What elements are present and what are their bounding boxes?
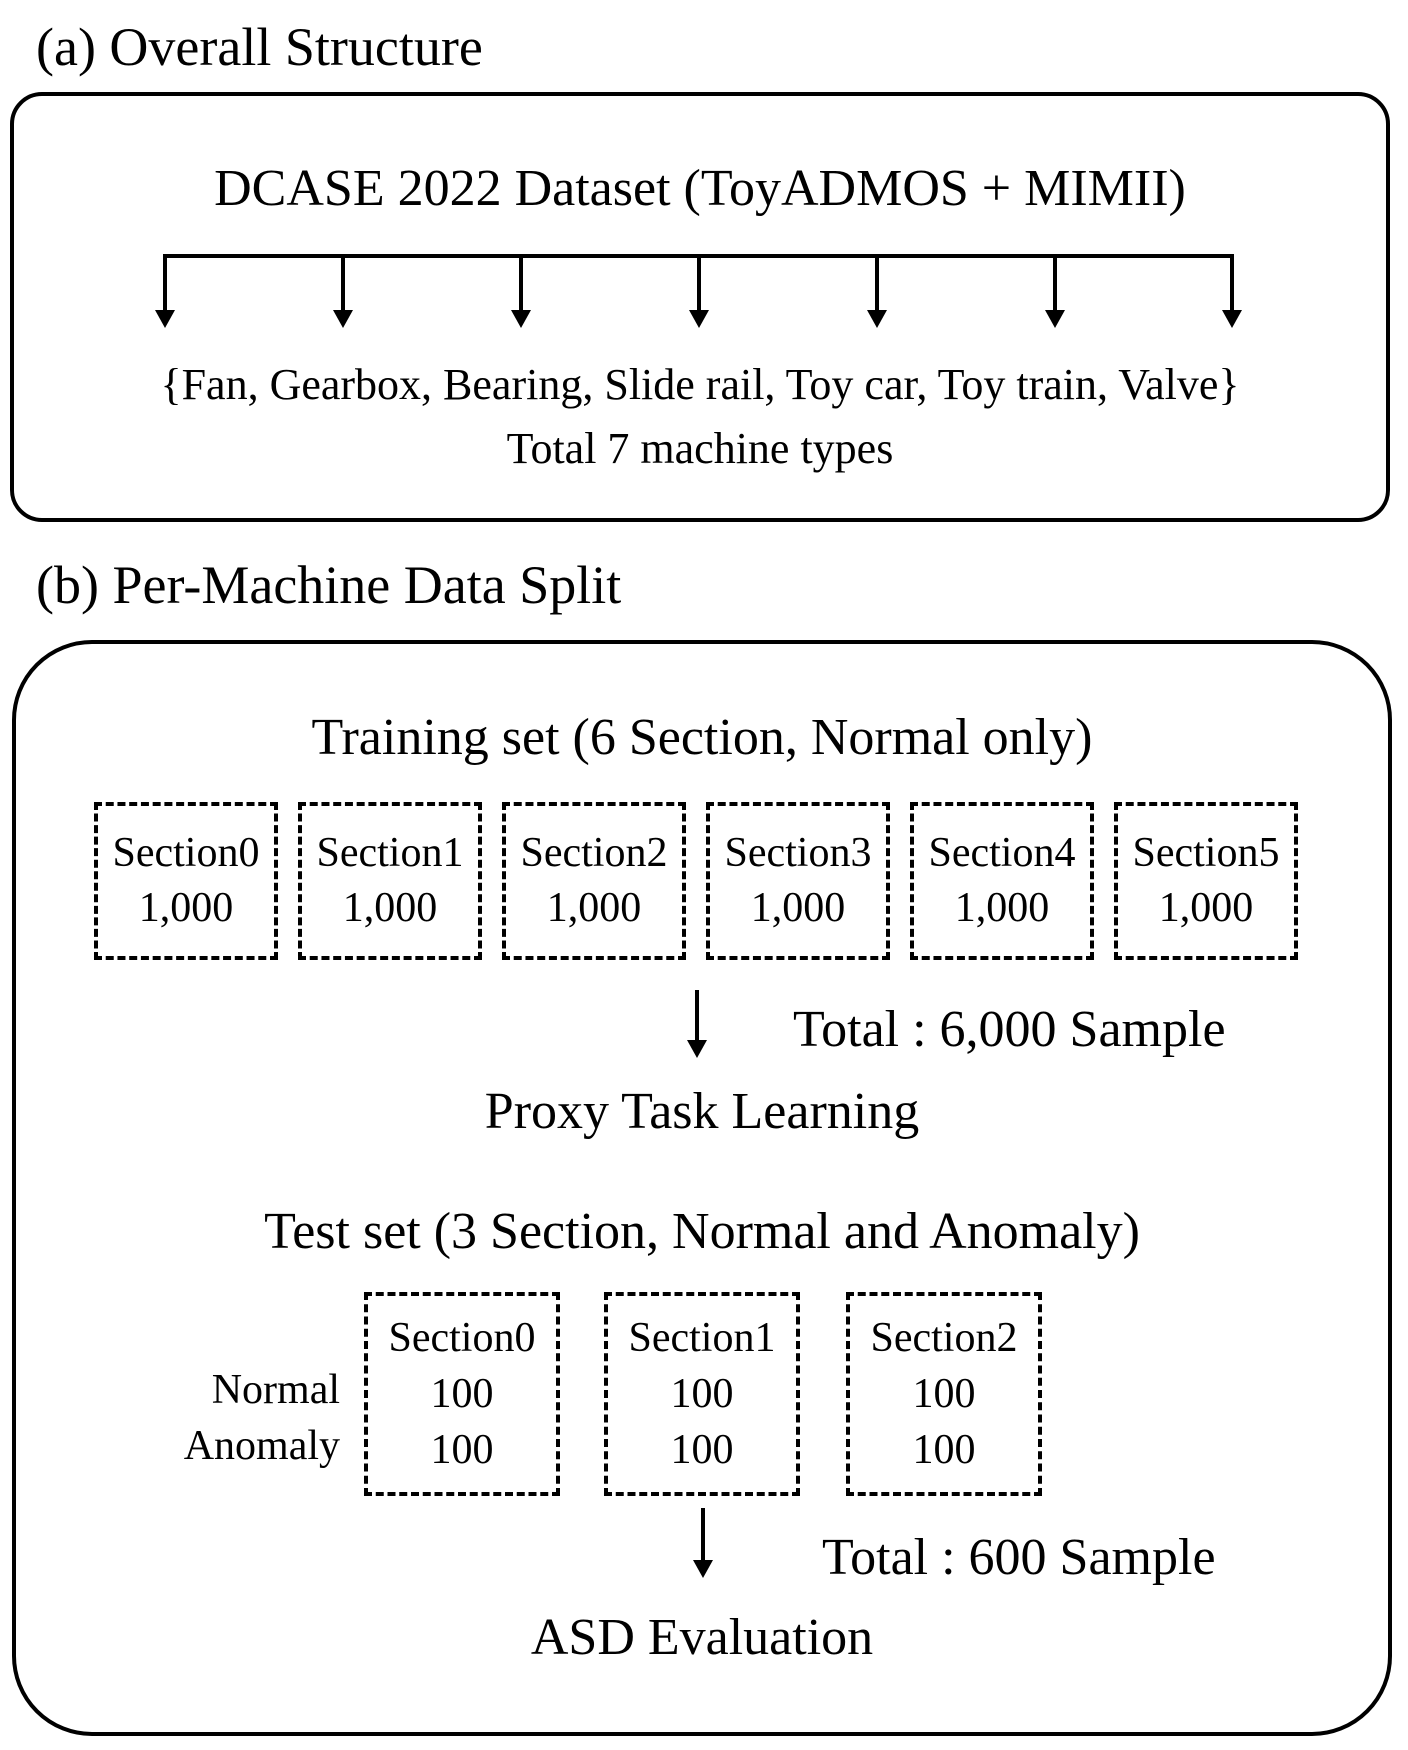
fanout-arrow-2 (333, 256, 353, 328)
anomaly-count: 100 (912, 1427, 976, 1473)
section-name: Section2 (870, 1315, 1018, 1361)
section-name: Section3 (724, 830, 872, 877)
test-set-title: Test set (3 Section, Normal and Anomaly) (264, 1203, 1140, 1260)
test-section-box (846, 1292, 1042, 1496)
anomaly-count: 100 (430, 1427, 494, 1473)
section-count: 1,000 (750, 885, 846, 931)
test-total: Total : 600 Sample (822, 1529, 1216, 1586)
fanout-arrow-5 (867, 256, 887, 328)
normal-count: 100 (912, 1371, 976, 1417)
section-count: 1,000 (954, 885, 1050, 931)
section-name: Section0 (388, 1315, 536, 1361)
section-name: Section4 (928, 830, 1076, 877)
training-set-title: Training set (6 Section, Normal only) (311, 709, 1093, 766)
test-section-box (364, 1292, 560, 1496)
training-section-box (706, 802, 890, 960)
test-section-box (604, 1292, 800, 1496)
section-name: Section1 (628, 1315, 776, 1361)
normal-count: 100 (430, 1371, 494, 1417)
row-label-anomaly: Anomaly (183, 1423, 340, 1469)
section-name: Section0 (112, 830, 260, 877)
training-total: Total : 6,000 Sample (793, 1001, 1226, 1058)
section-name: Section2 (520, 830, 668, 877)
machine-total: Total 7 machine types (506, 424, 894, 473)
training-section-box (94, 802, 278, 960)
section-count: 1,000 (1158, 885, 1254, 931)
test-row-labels (160, 1362, 340, 1474)
section-b-heading: (b) Per-Machine Data Split (36, 555, 622, 615)
training-section-box (298, 802, 482, 960)
fanout-arrow-1 (155, 254, 175, 328)
training-section-box (1114, 802, 1298, 960)
section-name: Section1 (316, 830, 464, 877)
normal-count: 100 (670, 1371, 734, 1417)
section-name: Section5 (1132, 830, 1280, 877)
machine-list: {Fan, Gearbox, Bearing, Slide rail, Toy car, Toy train, Valve} (160, 360, 1240, 409)
section-count: 1,000 (342, 885, 438, 931)
fanout-arrow-7 (1222, 254, 1242, 328)
proxy-task-learning: Proxy Task Learning (484, 1083, 920, 1140)
dataset-title: DCASE 2022 Dataset (ToyADMOS + MIMII) (214, 160, 1186, 217)
training-section-box (502, 802, 686, 960)
training-section-box (910, 802, 1094, 960)
asd-evaluation: ASD Evaluation (530, 1609, 874, 1666)
fanout-arrow-6 (1045, 256, 1065, 328)
section-count: 1,000 (546, 885, 642, 931)
anomaly-count: 100 (670, 1427, 734, 1473)
section-count: 1,000 (138, 885, 234, 931)
fanout-arrow-4 (689, 256, 709, 328)
section-a-heading: (a) Overall Structure (36, 17, 483, 77)
fanout-arrow-3 (511, 256, 531, 328)
row-label-normal: Normal (211, 1367, 340, 1413)
